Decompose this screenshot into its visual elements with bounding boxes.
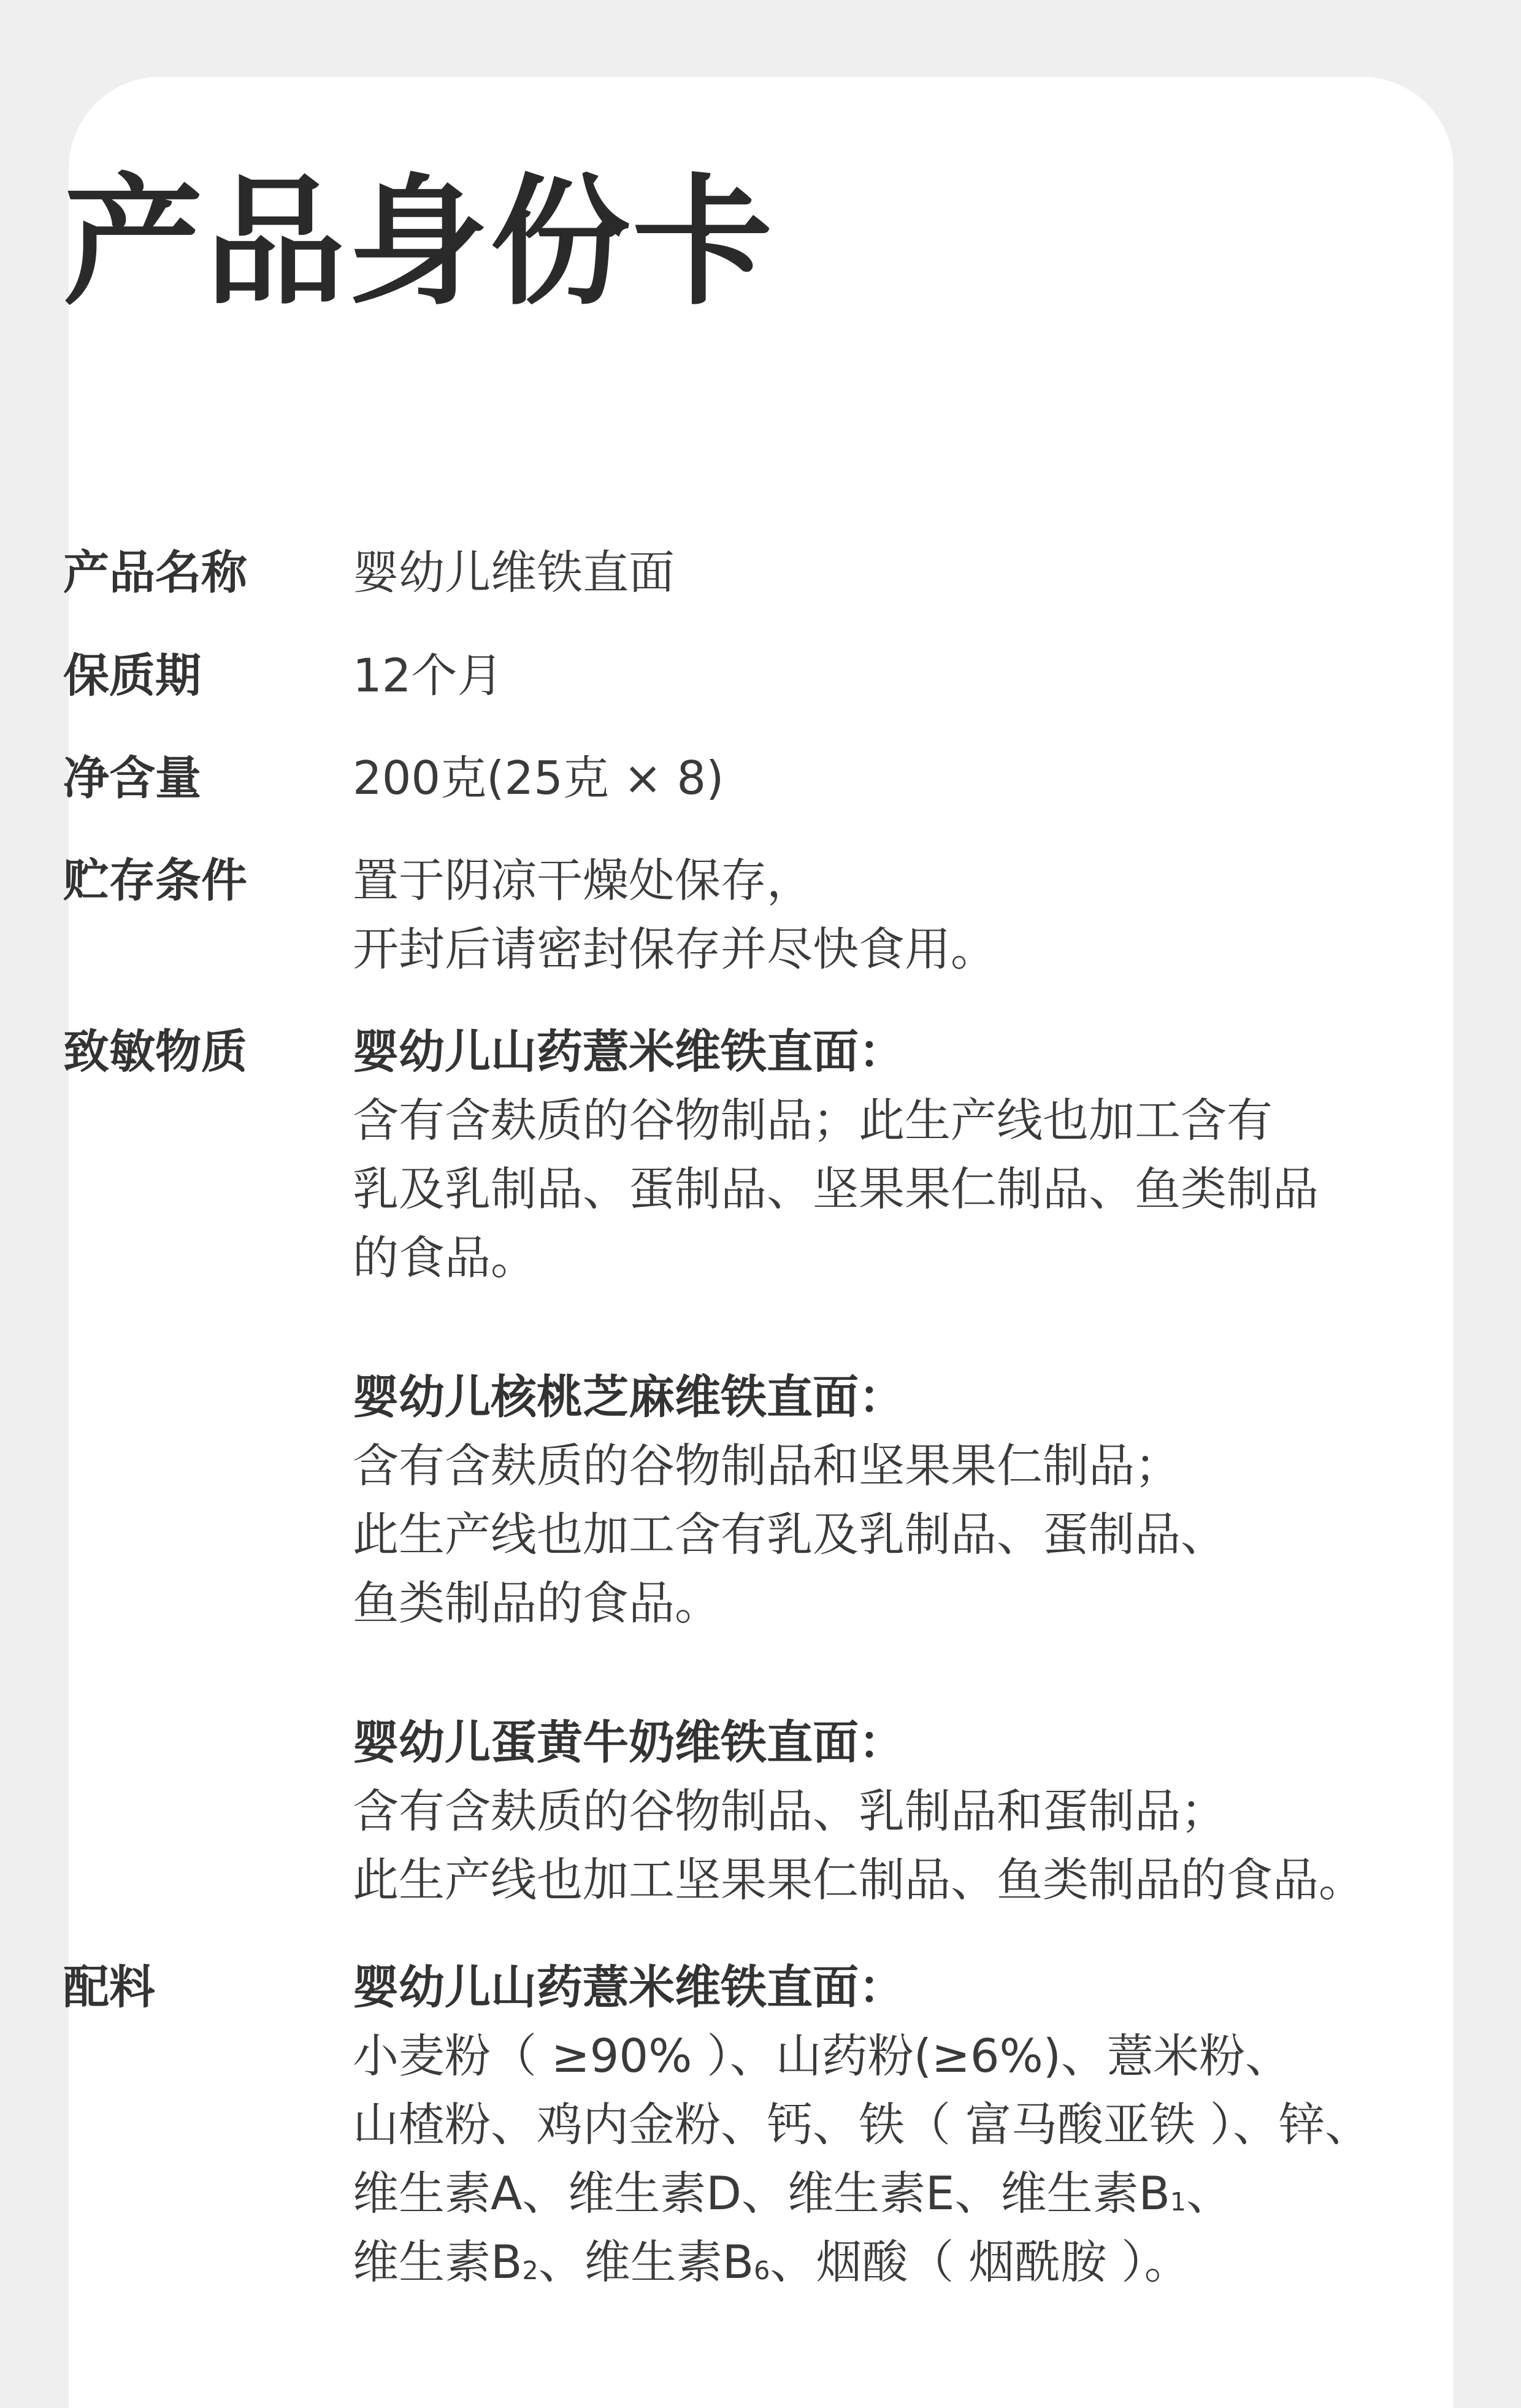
allergen-line: 此生产线也加工坚果果仁制品、鱼类制品的食品。: [353, 1853, 1365, 1907]
subscript: 6: [754, 2256, 770, 2286]
field-value-allergens: [353, 1017, 1365, 1914]
field-value-shelf-life: 12个月: [353, 648, 504, 702]
field-value-storage: [353, 846, 997, 983]
allergen-line: 此生产线也加工含有乳及乳制品、蛋制品、: [353, 1507, 1227, 1561]
field-label-storage: 贮存条件: [63, 853, 248, 907]
ingredients-text: 、烟酸（ 烟酰胺 ）。: [770, 2235, 1190, 2289]
allergen-line: 含有含麸质的谷物制品、乳制品和蛋制品；: [353, 1784, 1227, 1838]
ingredients-text: 、维生素B: [538, 2235, 754, 2289]
field-label-net-weight: 净含量: [63, 751, 202, 805]
field-value-net-weight: 200克(25克 × 8): [353, 751, 724, 805]
field-label-shelf-life: 保质期: [63, 648, 202, 702]
ingredients-line: 小麦粉（ ≥90% ）、山药粉(≥6%)、薏米粉、: [353, 2029, 1292, 2083]
field-value-ingredients: [353, 1953, 1371, 2296]
allergen-line: 含有含麸质的谷物制品；此生产线也加工含有: [353, 1093, 1273, 1147]
field-label-name: 产品名称: [63, 545, 248, 599]
subscript: 2: [522, 2256, 538, 2286]
storage-line: 开封后请密封保存并尽快食用。: [353, 922, 997, 976]
group-spacer: [353, 1292, 1365, 1363]
allergen-group-heading: 婴幼儿山药薏米维铁直面：: [353, 1025, 905, 1079]
field-label-ingredients: 配料: [63, 1960, 156, 2014]
field-value-name: 婴幼儿维铁直面: [353, 545, 675, 599]
ingredients-text: 维生素B: [353, 2235, 523, 2289]
group-spacer: [353, 1637, 1365, 1708]
ingredients-text: 、: [1186, 2166, 1233, 2220]
field-label-allergens: 致敏物质: [63, 1025, 248, 1079]
allergen-line: 的食品。: [353, 1231, 537, 1285]
allergen-line: 含有含麸质的谷物制品和坚果果仁制品；: [353, 1439, 1181, 1493]
allergen-line: 乳及乳制品、蛋制品、坚果果仁制品、鱼类制品: [353, 1162, 1319, 1216]
allergen-group-heading: 婴幼儿蛋黄牛奶维铁直面：: [353, 1715, 905, 1769]
page-title: 产品身份卡: [63, 161, 775, 324]
allergen-group-heading: 婴幼儿核桃芝麻维铁直面：: [353, 1370, 905, 1424]
storage-line: 置于阴凉干燥处保存，: [353, 853, 813, 907]
allergen-line: 鱼类制品的食品。: [353, 1576, 721, 1630]
ingredients-line: [353, 2228, 1371, 2296]
ingredients-line: [353, 2159, 1371, 2228]
ingredients-line: 山楂粉、鸡内金粉、钙、铁（ 富马酸亚铁 ）、锌、: [353, 2098, 1371, 2152]
ingredients-text: 维生素A、维生素D、维生素E、维生素B: [353, 2166, 1170, 2220]
ingredients-heading: 婴幼儿山药薏米维铁直面：: [353, 1960, 905, 2014]
subscript: 1: [1170, 2187, 1187, 2217]
